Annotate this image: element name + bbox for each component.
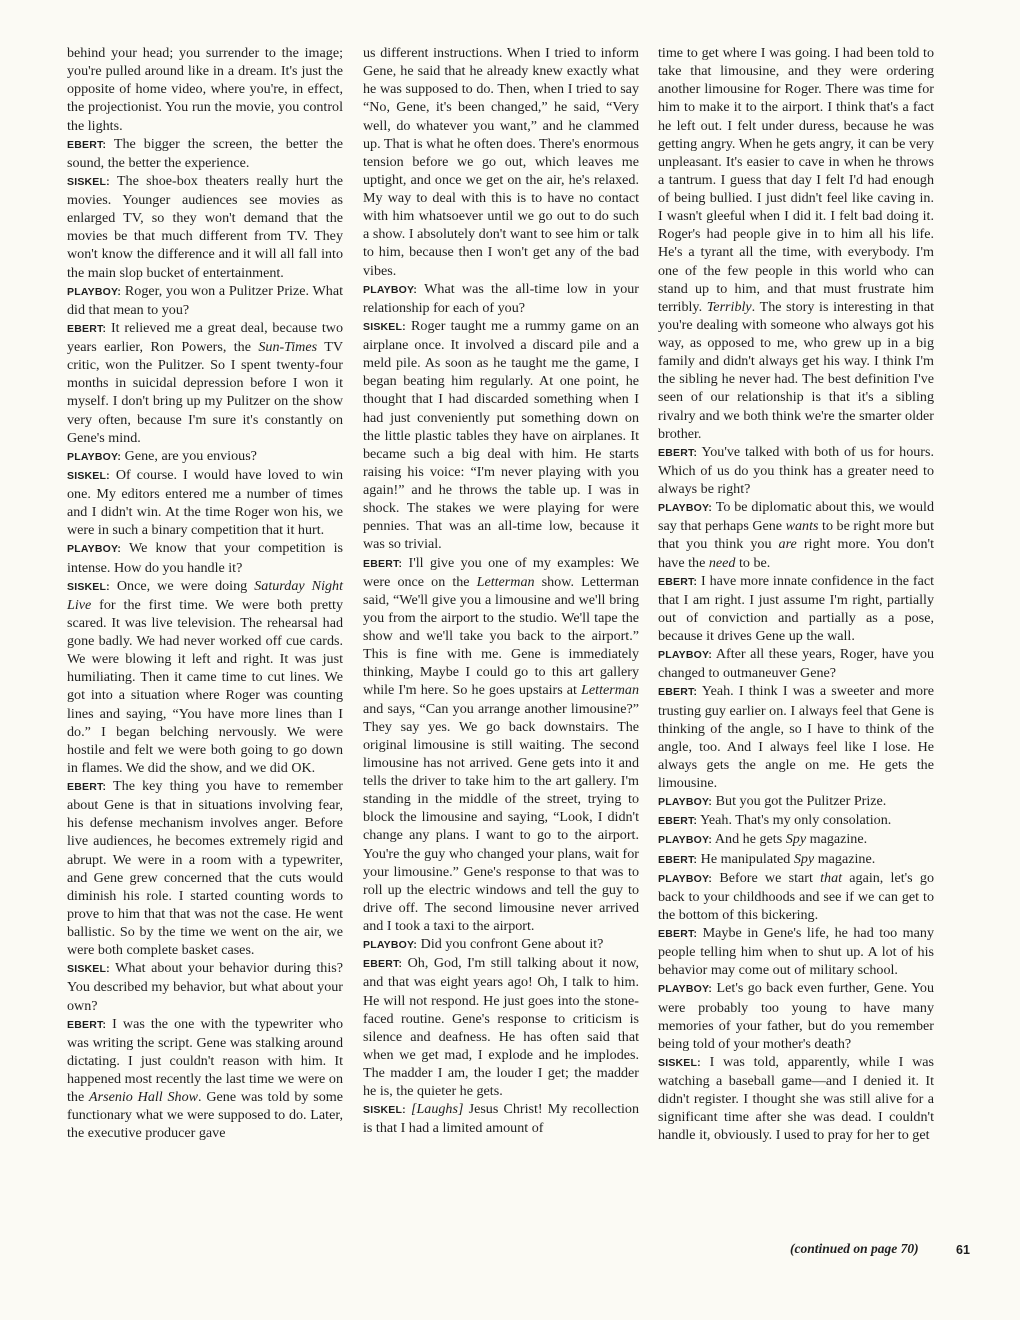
interview-paragraph (67, 135, 343, 172)
speaker-label: SISKEL : (658, 1057, 701, 1069)
speaker-label: SISKEL : (67, 963, 110, 975)
text-column-2 (363, 44, 639, 1138)
paragraph-text: Oh, God, I'm still talking about it now, and that was eight years ago! Oh, I talk to him. He will not respond. He just goes into the stone-faced routine. Gene's response to criticism is silence and deafness. He has often said that when we get mad, I explode and he implodes. The madder I am, the louder I get; the madder he is, the quieter he gets. (363, 955, 639, 1100)
interview-paragraph (363, 44, 639, 280)
interview-paragraph (67, 777, 343, 959)
speaker-label: PLAYBOY : (363, 284, 417, 296)
interview-paragraph (363, 554, 639, 936)
speaker-label: SISKEL : (67, 581, 110, 593)
interview-paragraph (658, 979, 934, 1053)
paragraph-text: time to get where I was going. I had been told to take that limousine, and they were ordering another limousine for Roger. There was time for him to make it to the airport. I think that's a fact he left out. I felt under duress, because he was getting angry. When he gets angry, it can be very unpleasant. It's easier to cave in when he throws a tantrum. I guess that day I felt I'd had enough of being bullied. I just didn't feel like caving in. I wasn't gleeful when I did it. I felt bad doing it. Roger's had people give in to him all his life. He's a tyrant all the time, with everybody. I'm one of the few people in this world who can stand up to him, and that must frustrate him terribly. Terribly. The story is interesting in that you're dealing with someone who always got his way, as opposed to me, who grew up in a big family and didn't always get his way. I think I'm the sibling he never had. The best definition I've seen of our relationship is that it's a sibling rivalry and we both think we're the smarter older brother. (658, 45, 934, 442)
speaker-label: SISKEL : (67, 176, 110, 188)
speaker-label: PLAYBOY : (67, 451, 121, 463)
speaker-label: SISKEL : (67, 470, 110, 482)
speaker-label: SISKEL : (363, 1104, 406, 1116)
speaker-label: PLAYBOY : (658, 873, 712, 885)
speaker-label: PLAYBOY : (658, 649, 712, 661)
interview-paragraph (363, 280, 639, 317)
speaker-label: PLAYBOY : (67, 543, 121, 555)
interview-paragraph (658, 924, 934, 979)
interview-paragraph (67, 447, 343, 466)
paragraph-text: The shoe-box theaters really hurt the movies. Younger audiences see movies as enlarged TV, so they won't demand that the movies be that much different from TV. They won't know the difference and it will all fall into the main slop bucket of entertainment. (67, 172, 343, 281)
interview-paragraph (67, 577, 343, 777)
interview-paragraph (658, 443, 934, 498)
speaker-label: EBERT : (67, 781, 106, 793)
speaker-label: EBERT : (658, 447, 697, 459)
paragraph-text: After all these years, Roger, have you changed to outmaneuver Gene? (658, 646, 934, 682)
paragraph-text: Maybe in Gene's life, he had too many people telling him when to shut up. A lot of his behavior may come out of military school. (658, 925, 934, 979)
interview-paragraph (658, 792, 934, 811)
interview-paragraph (363, 954, 639, 1100)
interview-paragraph (658, 811, 934, 830)
speaker-label: PLAYBOY : (363, 939, 417, 951)
page-number: 61 (956, 1243, 970, 1257)
paragraph-text: Let's go back even further, Gene. You were probably too young to have many memories of your father, but do you remember being told of your mother's death? (658, 980, 934, 1052)
paragraph-text: The bigger the screen, the better the sound, the better the experience. (67, 135, 343, 171)
paragraph-text: To be diplomatic about this, we would say that perhaps Gene wants to be right more but that you think you are right more. You don't have the need to be. (658, 499, 935, 571)
speaker-label: EBERT : (67, 139, 106, 151)
speaker-label: EBERT : (67, 1019, 106, 1031)
paragraph-text: I was told, apparently, while I was watching a baseball game—and I denied it. It didn't register. I thought she was still alive for a significant time after she was dead. I couldn't handle it, obviously. I used to pray for her to get (658, 1053, 934, 1144)
interview-paragraph (67, 319, 343, 447)
paragraph-text: behind your head; you surrender to the image; you're pulled around like in a dream. It's just the opposite of home video, where you're, in effect, the projectionist. You run the movie, you control the lights. (67, 45, 343, 134)
interview-paragraph (67, 539, 343, 576)
interview-paragraph (363, 317, 639, 554)
speaker-label: PLAYBOY : (67, 286, 121, 298)
paragraph-text: I was the one with the typewriter who was writing the script. Gene was stalking around dictating. I just couldn't reason with him. It happened most recently the last time we were on the Arsenio Hall Show. Gene was told by some functionary what we were supposed to do. Later, the executive producer gave (67, 1015, 343, 1142)
interview-paragraph (658, 572, 934, 646)
paragraph-text: I have more innate confidence in the fact that I am right. I just assume I'm right, partially out of conviction and partially as a pose, because it drives Gene up the wall. (658, 572, 934, 644)
paragraph-text: But you got the Pulitzer Prize. (715, 793, 887, 810)
speaker-label: PLAYBOY : (658, 983, 712, 995)
text-column-1 (67, 44, 343, 1143)
paragraph-text: The key thing you have to remember about Gene is that in situations involving fear, his defense mechanism involves anger. Before live audiences, he becomes extremely rigid and abrupt. We were in a room with a typewriter, and Gene grew concerned that the cuts would diminish his role. I started counting words to prove to him that that was not the case. He went ballistic. So by the time we went on the air, we were both complete basket cases. (67, 778, 343, 959)
speaker-label: EBERT : (363, 958, 402, 970)
speaker-label: PLAYBOY : (658, 796, 712, 808)
speaker-label: SISKEL : (363, 321, 406, 333)
interview-paragraph (658, 44, 934, 443)
interview-paragraph (67, 959, 343, 1014)
paragraph-text: And he gets Spy magazine. (714, 831, 868, 848)
interview-paragraph (658, 830, 934, 849)
paragraph-text: What about your behavior during this? You described my behavior, but what about your own? (67, 960, 343, 1014)
interview-paragraph (658, 498, 934, 572)
speaker-label: EBERT : (658, 576, 697, 588)
paragraph-text: Gene, are you envious? (124, 447, 257, 464)
paragraph-text: Yeah. I think I was a sweeter and more trusting guy earlier on. I always feel that Gene is thinking of the angle, so I have to think of the angle, too. And I always feel like I lose. He always gets the angle on me. He gets the limousine. (658, 683, 934, 791)
continued-note: (continued on page 70) (790, 1241, 919, 1256)
speaker-label: EBERT : (658, 854, 697, 866)
paragraph-text: It relieved me a great deal, because two years earlier, Ron Powers, the Sun-Times TV critic, won the Pulitzer. So I spent twenty-four months in suicidal depression before I won it myself. I don't bring up my Pulitzer on the show very often, because I'm sure it's constantly on Gene's mind. (67, 319, 343, 446)
paragraph-text: [Laughs] Jesus Christ! My recollection is that I had a limited amount of (363, 1101, 639, 1137)
speaker-label: EBERT : (363, 558, 402, 570)
interview-paragraph (658, 682, 934, 792)
speaker-label: PLAYBOY : (658, 834, 712, 846)
paragraph-text: Of course. I would have loved to win one. My editors entered me a number of times and I didn't win. At the time Roger won his, we were in such a binary competition that it hurt. (67, 466, 343, 539)
interview-paragraph (67, 466, 343, 540)
paragraph-text: You've talked with both of us for hours. Which of us do you think has a greater need to always be right? (658, 443, 934, 497)
paragraph-text: Before we start that again, let's go back to your childhoods and see if we can get to the bottom of this bickering. (658, 869, 934, 923)
interview-paragraph (67, 1015, 343, 1143)
text-column-3 (658, 44, 934, 1145)
interview-paragraph (363, 1100, 639, 1137)
interview-paragraph (67, 44, 343, 135)
paragraph-text: He manipulated Spy magazine. (700, 850, 876, 867)
speaker-label: EBERT : (67, 323, 106, 335)
interview-paragraph (658, 850, 934, 869)
interview-paragraph (658, 869, 934, 924)
speaker-label: EBERT : (658, 928, 697, 940)
paragraph-text: Yeah. That's my only consolation. (700, 812, 892, 829)
interview-paragraph (658, 1053, 934, 1145)
paragraph-text: Roger taught me a rummy game on an airplane once. It involved a discard pile and a meld pile. As soon as he taught me the game, I began beating him regularly. At one point, he thought that I had discarded something when I had just conveniently put something down on the little plastic tables they have on airplanes. It became such a big deal with him. He starts raising his voice: “I'm never playing with you again!” and he throws the table up. I was in shock. The stakes we were playing for were pennies. That was an all-time low, because it was so trivial. (363, 317, 640, 553)
paragraph-text: us different instructions. When I tried to inform Gene, he said that he already knew exactly what he was supposed to do. Then, when I tried to say “No, Gene, it's been changed,” he said, “Very well, do whatever you want,” and he clammed up. That is what he often does. There's enormous tension before we go out, which leaves me uptight, and once we get on the air, he's relaxed. My way to deal with this is to have no contact with him whatsoever until we go out to do such a show. I absolutely don't want to see him or talk to him, because then I won't get any of the bad vibes. (363, 45, 640, 279)
speaker-label: EBERT : (658, 686, 697, 698)
paragraph-text: Did you confront Gene about it? (420, 936, 604, 953)
paragraph-text: We know that your competition is intense. How do you handle it? (67, 540, 343, 576)
paragraph-text: What was the all-time low in your relationship for each of you? (363, 280, 639, 316)
speaker-label: PLAYBOY : (658, 502, 712, 514)
paragraph-text: Roger, you won a Pulitzer Prize. What did that mean to you? (67, 282, 343, 318)
interview-paragraph (67, 172, 343, 282)
interview-paragraph (67, 282, 343, 319)
paragraph-text: Once, we were doing Saturday Night Live for the first time. We were both pretty scared. It was live television. The rehearsal had gone badly. We had never worked off cue cards. We were blowing it left and right. It was just humiliating. Then it came time to cut lines. We got into a situation where Roger was counting lines and saying, “You have more lines than I do.” I began belching nervously. We were hostile and felt we were both going to go down in flames. We did the show, and we did OK. (67, 577, 343, 776)
interview-paragraph (658, 645, 934, 682)
speaker-label: EBERT : (658, 815, 697, 827)
paragraph-text: I'll give you one of my examples: We were once on the Letterman show. Letterman said, “We'll give you a limousine and we'll bring you from the airport to the studio. We'll tape the show and we'll take you back to the airport.” This is fine with me. Gene is immediately thinking, Maybe I could go to this art gallery while I'm here. So he goes upstairs at Letterman and says, “Can you arrange another limousine?” They say yes. We go back downstairs. The original limousine is still waiting. The second limousine has not arrived. Gene gets into it and tells the driver to take him to the art gallery. I'm standing in the middle of the street, trying to block the limousine and saying, “Look, I didn't change any plans. I want to go to the airport. You're the guy who changed your plans, wait for your limousine.” Gene's response to that was to roll up the electric windows and tell the guy to drive off. The second limousine never arrived and I took a taxi to the airport. (363, 554, 639, 934)
interview-paragraph (363, 935, 639, 954)
